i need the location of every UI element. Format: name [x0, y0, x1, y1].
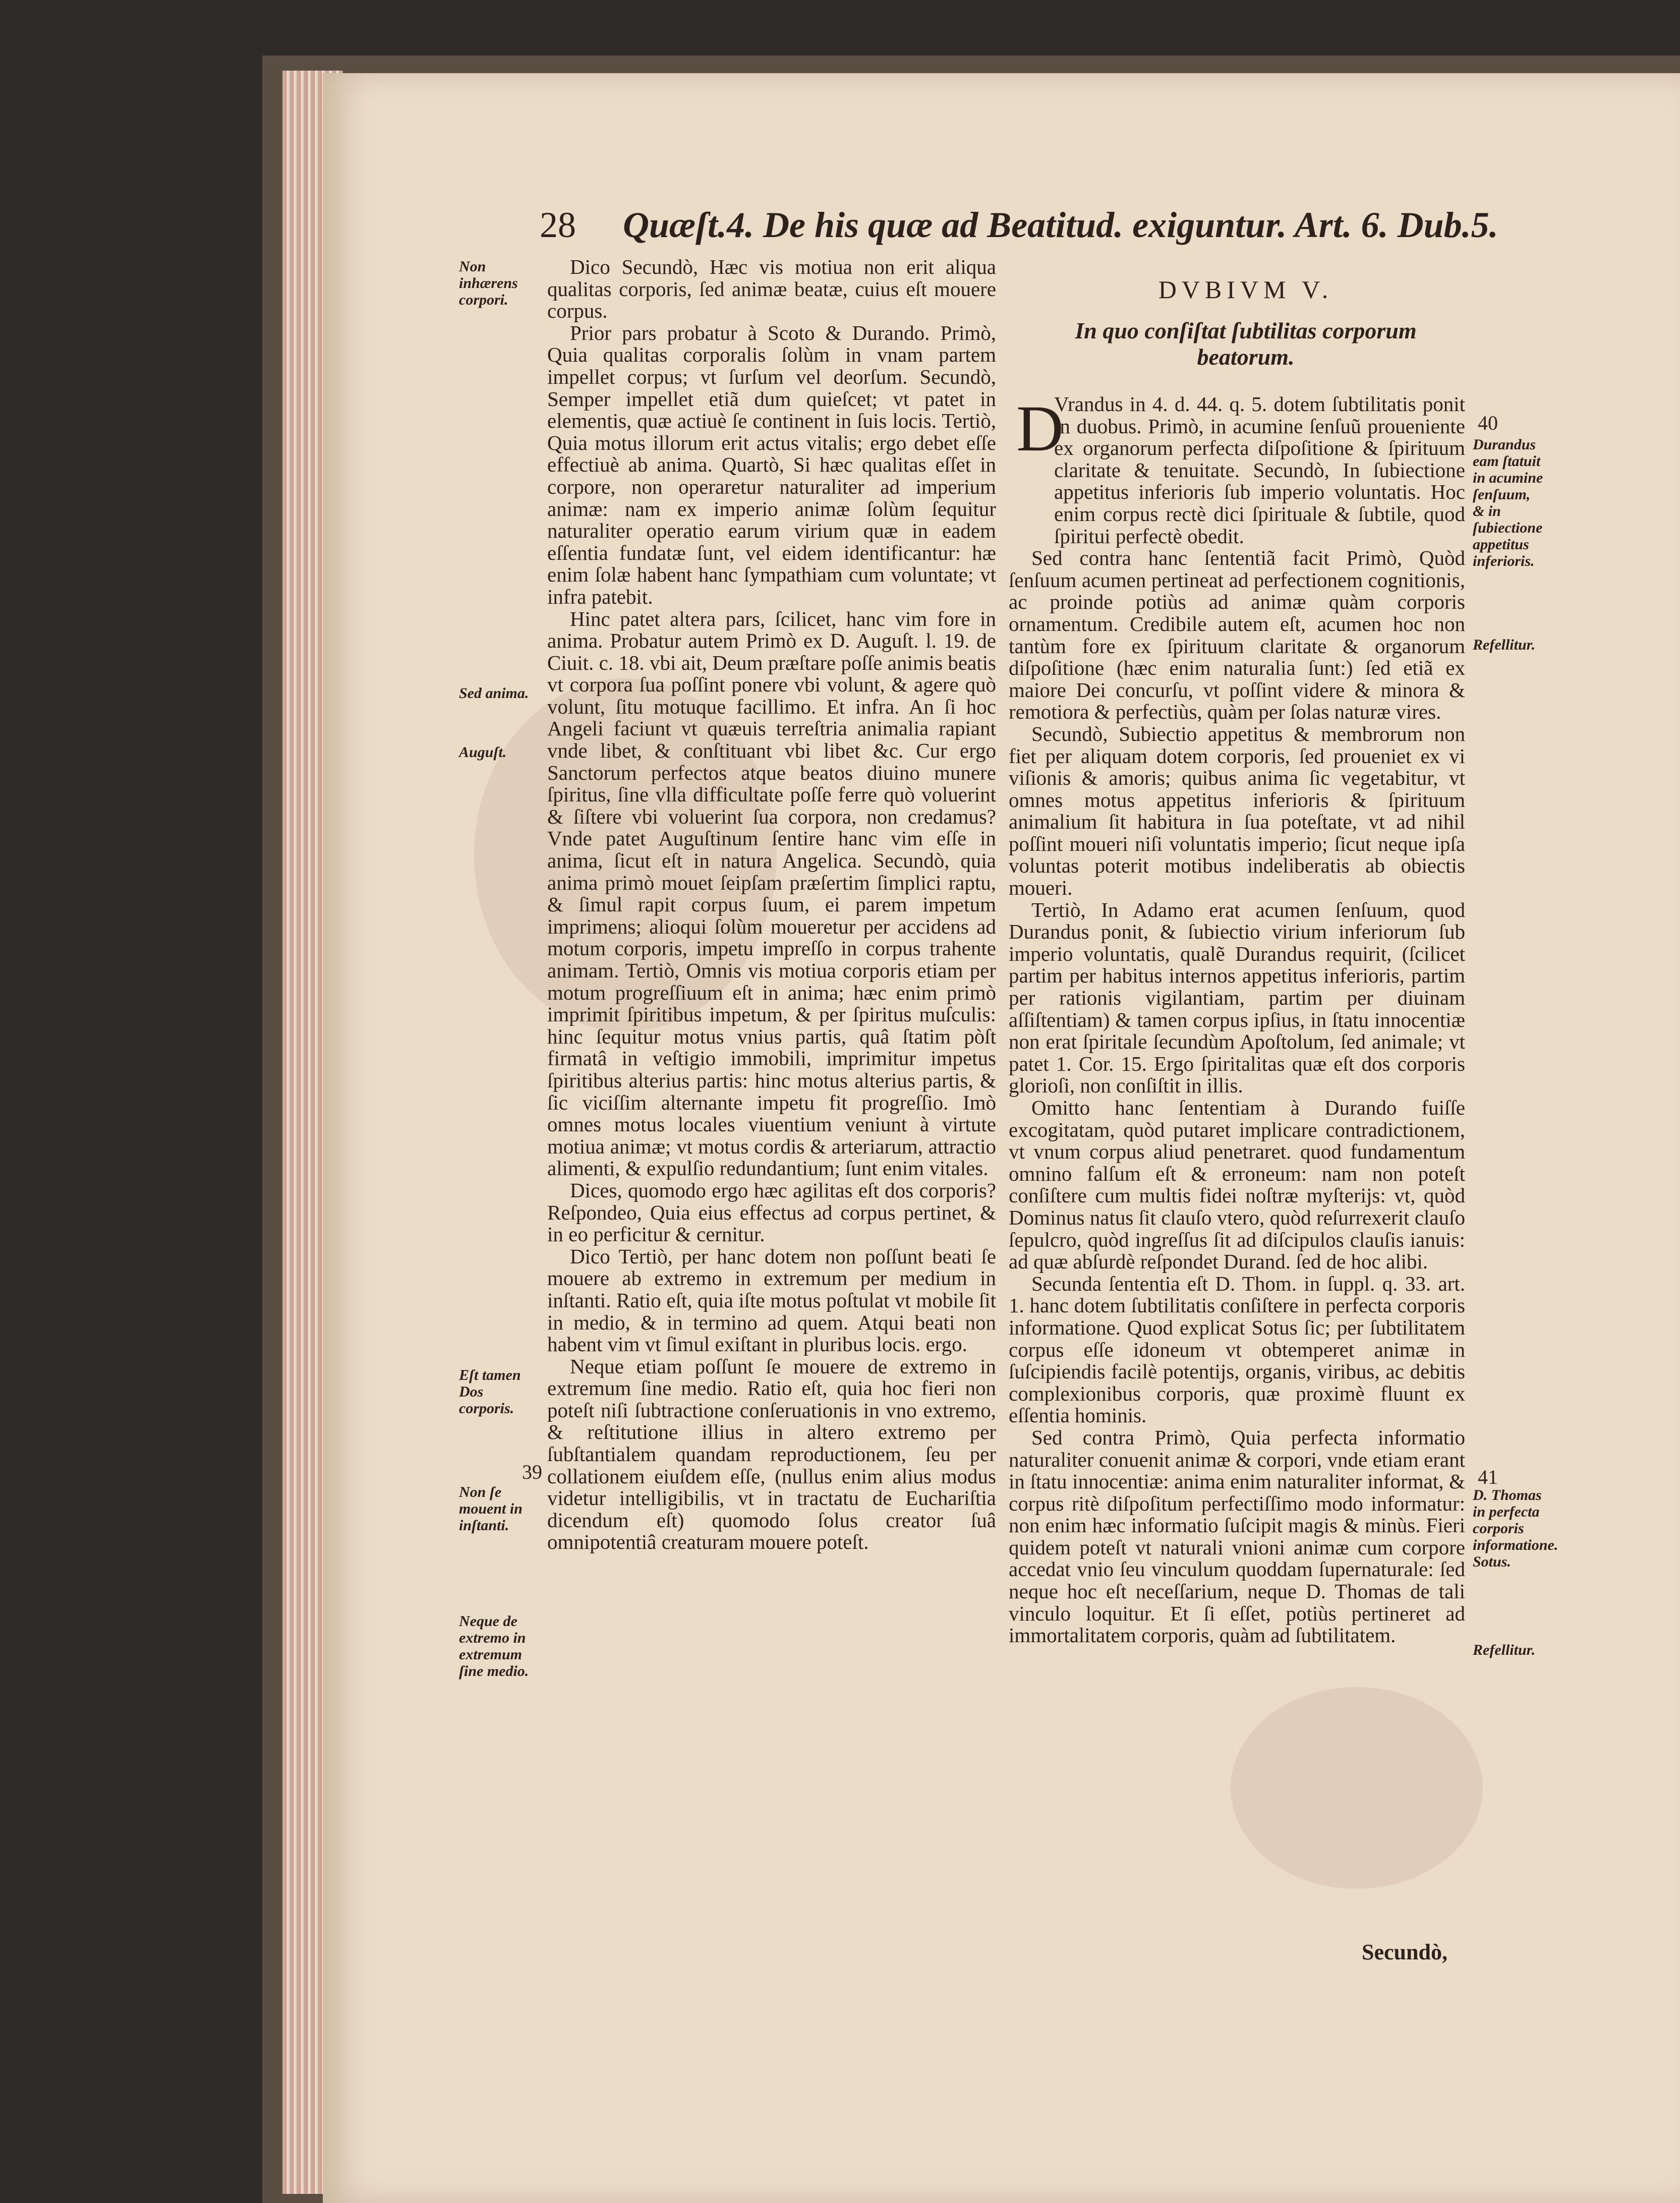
paragraph: Tertiò, In Adamo erat acumen ſenſuum, quod Durandus ponit, & ſubiectio virium inferiorum ſub imperio voluntatis, qualẽ Durandus requirit, (ſcilicet partim per habitus internos appetitus inferioris, partim per rationis vigilantiam, partim per diuinam aſſiſtentiam) & tamen corpus ipſius, in ſtatu innocentiæ non erat ſpiritale ſecundùm Apoſtolum, ſed animale; vt patet 1. Cor. 15. Ergo ſpiritalitas quæ eſt dos corporis glorioſi, non conſiſtit in illis. — [1009, 898, 1465, 1097]
margin-note: Refellitur. — [1473, 1642, 1536, 1658]
paragraph: Sed contra hanc ſententiã facit Primò, Quòd ſenſuum acumen pertineat ad perfectionem cognitionis, ac proinde potiùs ad animæ quàm corporis ornamentum. Credibile autem eſt, acumen hoc non tantùm fore ex ſpirituum claritate & organorum diſpoſitione (hæc enim naturalia ſunt:) ſed etiã ex maiore Dei concurſu, vt poſſint videre & minora & remotiora & perfectiùs, quàm per ſolas naturæ vires. — [1009, 546, 1465, 724]
margin-note: Non inhærens corpori. — [459, 258, 518, 308]
margin-note: Auguſt. — [459, 744, 507, 761]
line-number: 39 — [522, 1461, 542, 1483]
drop-cap: D — [1016, 392, 1064, 465]
margin-note: Eſt tamen Dos corporis. — [459, 1367, 521, 1417]
page-number: 28 — [540, 205, 576, 245]
paragraph: Secundò, Subiectio appetitus & membrorum non fiet per aliquam dotem corporis, ſed proueniet ex vi viſionis & amoris; quibus anima ſic vegetabitur, vt omnes motus appetitus inferioris & ſpirituum animalium ſit habitura in ſua poteſtate, vt ad nihil poſſint moueri niſi voluntatis imperio; ſicut neque ipſa voluntas poterit motibus indeliberatis ab obiectis moueri. — [1009, 722, 1465, 900]
paragraph: Dices, quomodo ergo hæc agilitas eſt dos corporis? Reſpondeo, Quia eius effectus ad corpus pertinet, & in eo perficitur & cernitur. — [547, 1178, 996, 1246]
margin-note: Sed anima. — [459, 685, 529, 702]
paragraph: Dico Secundò, Hæc vis motiua non erit aliqua qualitas corporis, ſed animæ beatæ, cuius eſt mouere corpus. — [547, 255, 996, 323]
left-column — [547, 256, 996, 1553]
paragraph: Secunda ſententia eſt D. Thom. in ſuppl. q. 33. art. 1. hanc dotem ſubtilitatis conſiſtere in perfecta corporis informatione. Quod explicat Sotus ſic; per ſubtilitatem corpus eſſe idoneum vt obtemperet animæ in ſuſcipiendis facilè potentijs, organis, viribus, ac debitis complexionibus corporis, quæ proximè fluunt ex eſſentia hominis. — [1009, 1271, 1465, 1427]
catchword: Secundò, — [1362, 1940, 1447, 1964]
dubium-heading: DVBIVM V. — [1158, 275, 1334, 304]
margin-note: Neque de extremo in extremum ſine medio. — [459, 1613, 529, 1679]
line-number: 41 — [1478, 1466, 1498, 1488]
margin-note: D. Thomas in perfecta corporis informatione. Sotus. — [1473, 1487, 1558, 1570]
margin-note: Durandus eam ſtatuit in acumine ſenſuum, & in ſubiectione appetitus inferioris. — [1473, 436, 1543, 569]
line-number: 40 — [1478, 412, 1498, 434]
margin-note: Refellitur. — [1473, 636, 1536, 653]
running-header — [540, 204, 1498, 260]
dubium-subtitle: In quo conſiſtat ſubtilitas corporum beatorum. — [1075, 318, 1417, 370]
paper-stain — [1231, 1687, 1483, 1889]
paragraph: Prior pars probatur à Scoto & Durando. Primò, Quia qualitas corporalis ſolùm in vnam partem impellet corpus; vt ſurſum vel deorſum. Secundò, Semper impellet etiã dum quieſcet; vt patet in elementis, quæ actiuè ſe continent in ſuis locis. Tertiò, Quia motus illorum erit actus vitalis; ergo debet eſſe effectiuè ab anima. Quartò, Si hæc qualitas eſſet in corpore, non operaretur naturaliter ad imperium animæ: nam ex imperio animæ ſolùm ſequitur naturaliter operatio earum virium quæ in eadem eſſentia fundatæ ſunt, vel eidem identificantur: hæ enim ſolæ habent hanc ſympathiam cum voluntate; vt infra patebit. — [547, 321, 996, 608]
book-page — [323, 73, 1680, 2203]
running-title: Quæſt.4. De his quæ ad Beatitud. exiguntur. Art. 6. Dub.5. — [623, 205, 1498, 245]
paragraph: Vrandus in 4. d. 44. q. 5. dotem ſubtilitatis ponit in duobus. Primò, in acumine ſenſuũ proueniente ex organorum perfecta diſpoſitione & ſpirituum claritate & tenuitate. Secundò, In ſubiectione appetitus inferioris ſub imperio voluntatis. Hoc enim corpus rectè dici ſpirituale & ſubtile, quod ſpiritui perfectè obedit. — [1054, 392, 1465, 548]
paragraph: Omitto hanc ſententiam à Durando fuiſſe excogitatam, quòd putaret implicare contradictionem, vt vnum corpus aliud penetraret. quod fundamentum omnino falſum eſt & erroneum: nam non poteſt conſiſtere cum multis fidei noſtræ myſterijs: vt, quòd Dominus natus ſit clauſo vtero, quòd reſurrexerit clauſo ſepulcro, quòd ingreſſus ſit ad diſcipulos clauſis ianuis: ad quæ abſurdè reſpondet Durand. ſed de hoc alibi. — [1009, 1096, 1465, 1273]
paragraph: Sed contra Primò, Quia perfecta informatio naturaliter conuenit animæ & corpori, vnde etiam erant in ſtatu innocentiæ: anima enim naturaliter informat, & corpus ritè diſpoſitum perfectiſſimo modo informatur: non enim hæc informatio ſuſcipit magis & minùs. Fieri quidem poteſt vt naturali vnioni animæ cum corpore accedat vnio ſeu vinculum quoddam ſupernaturale: ſed neque hoc eſt neceſſarium, neque D. Thomas de tali vinculo loquitur. Et ſi eſſet, potiùs pertineret ad immortalitatem corporis, quàm ad ſubtilitatem. — [1009, 1425, 1465, 1647]
paragraph: Neque etiam poſſunt ſe mouere de extremo in extremum ſine medio. Ratio eſt, quia hoc fieri non poteſt niſi ſubtractione conſeruationis in vno extremo, & reſtitutione illius in altero extremo per ſubſtantialem quandam reproductionem, ſeu per collationem eiuſdem eſſe, (nullus enim alius modus videtur intelligibilis, vt in tractatu de Euchariſtia dicendum eſt) quomodo ſolus creator ſuâ omnipotentiâ creaturam mouere poteſt. — [547, 1354, 996, 1554]
right-column — [1009, 393, 1465, 1647]
paragraph: Hinc patet altera pars, ſcilicet, hanc vim fore in anima. Probatur autem Primò ex D. Auguſt. l. 19. de Ciuit. c. 18. vbi ait, Deum præſtare poſſe animis beatis vt corpora ſua poſſint ponere vbi volunt, & agere quò volunt, ſitu motuque facillimo. Et infra. An ſi hoc Angeli faciunt vt quæuis terreſtria animalia rapiant vnde libet, & conſtituant vbi libet &c. Cur ergo Sanctorum perfectos atque beatos diuino munere ſpiritus, ſine vlla difficultate poſſe ferre quò voluerint & ſiſtere vbi voluerint ſua corpora, non credamus? Vnde patet Auguſtinum ſentire hanc vim eſſe in anima, ſicut eſt in natura Angelica. Secundò, quia anima primò mouet ſeipſam præſertim ſimplici raptu, & ſimul rapit corpus ſuum, ei parem impetum imprimens; alioqui ſolùm moueretur per accidens ad motum corporis, impetu impreſſo in corpus trahente animam. Tertiò, Omnis vis motiua corporis etiam per motum progreſſiuum eſt in anima; hæc enim primò imprimit ſpiritibus impetum, & per ſpiritus muſculis: hinc ſequitur motus vnius partis, quâ ſtatim pòſt firmatâ in veſtigio immobili, imprimitur impetus ſpiritibus alterius partis: hinc motus alterius partis, & ſic viciſſim alternante impetu fit progreſſio. Imò omnes motus locales viuentium veniunt à virtute motiua animæ; vt motus cordis & arteriarum, attractio alimenti, & expulſio redundantium; ſunt enim vitales. — [547, 607, 996, 1180]
paragraph: Dico Tertiò, per hanc dotem non poſſunt beati ſe mouere ab extremo in extremum per medium in inſtanti. Ratio eſt, quia iſte motus poſtulat vt mobile ſit in medio, & in termino ad quem. Atqui beati non habent vim vt ſimul exiſtant in pluribus locis. ergo. — [547, 1244, 996, 1356]
margin-note: Non ſe mouent in inſtanti. — [459, 1484, 523, 1534]
